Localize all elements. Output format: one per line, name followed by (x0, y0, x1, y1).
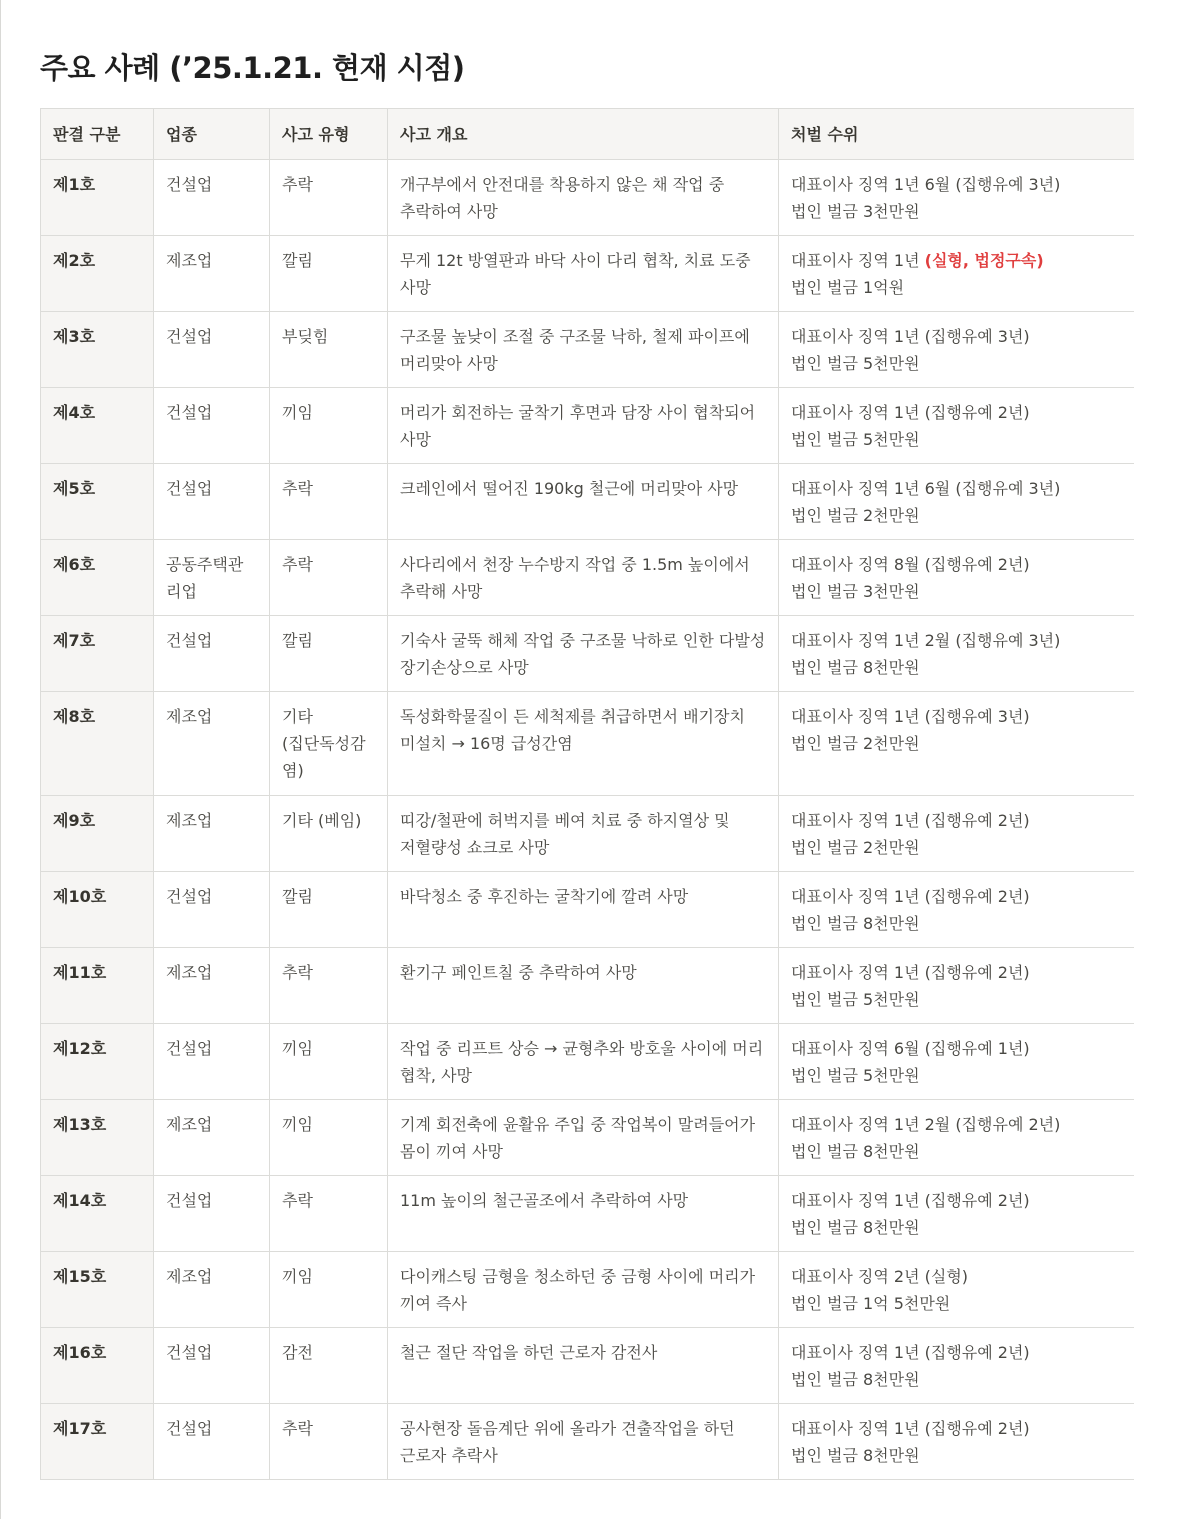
cell-summary: 기숙사 굴뚝 해체 작업 중 구조물 낙하로 인한 다발성 장기손상으로 사망 (388, 616, 779, 692)
cell-case: 제4호 (41, 388, 154, 464)
cell-industry: 건설업 (154, 160, 270, 236)
cell-type: 추락 (270, 948, 388, 1024)
cell-case: 제9호 (41, 796, 154, 872)
cell-case: 제7호 (41, 616, 154, 692)
cell-industry: 건설업 (154, 1176, 270, 1252)
penalty-representative-text: 대표이사 징역 1년 (집행유예 2년) (791, 1419, 1030, 1438)
header-penalty: 처벌 수위 (779, 109, 1135, 160)
cell-summary: 사다리에서 천장 누수방지 작업 중 1.5m 높이에서 추락해 사망 (388, 540, 779, 616)
cell-summary: 띠강/철판에 허벅지를 베여 치료 중 하지열상 및 저혈량성 쇼크로 사망 (388, 796, 779, 872)
cell-penalty (779, 1176, 1135, 1252)
penalty-representative-text: 대표이사 징역 1년 (791, 251, 920, 270)
penalty-line-corporation: 법인 벌금 5천만원 (791, 990, 920, 1009)
cell-case: 제13호 (41, 1100, 154, 1176)
table-row (41, 796, 1135, 872)
cell-penalty (779, 692, 1135, 796)
penalty-line-representative (791, 1339, 1122, 1366)
cell-industry: 건설업 (154, 872, 270, 948)
penalty-line-corporation: 법인 벌금 8천만원 (791, 1370, 920, 1389)
cell-summary: 구조물 높낮이 조절 중 구조물 낙하, 철제 파이프에 머리맞아 사망 (388, 312, 779, 388)
cell-industry: 건설업 (154, 1328, 270, 1404)
cell-case: 제3호 (41, 312, 154, 388)
table-row (41, 464, 1135, 540)
cell-summary: 다이캐스팅 금형을 청소하던 중 금형 사이에 머리가 끼여 즉사 (388, 1252, 779, 1328)
penalty-line-corporation: 법인 벌금 8천만원 (791, 658, 920, 677)
cell-type: 끼임 (270, 1100, 388, 1176)
penalty-line-corporation: 법인 벌금 1억원 (791, 278, 905, 297)
cell-case: 제5호 (41, 464, 154, 540)
cell-industry: 건설업 (154, 464, 270, 540)
cell-type: 추락 (270, 1176, 388, 1252)
penalty-representative-text: 대표이사 징역 1년 (집행유예 3년) (791, 327, 1030, 346)
header-summary: 사고 개요 (388, 109, 779, 160)
header-industry: 업종 (154, 109, 270, 160)
cell-summary: 머리가 회전하는 굴착기 후면과 담장 사이 협착되어 사망 (388, 388, 779, 464)
cell-type: 깔림 (270, 872, 388, 948)
penalty-representative-text: 대표이사 징역 1년 (집행유예 2년) (791, 963, 1030, 982)
cell-industry: 건설업 (154, 1024, 270, 1100)
cell-summary: 작업 중 리프트 상승 → 균형추와 방호울 사이에 머리 협착, 사망 (388, 1024, 779, 1100)
page-left-border (0, 0, 1, 1519)
penalty-representative-text: 대표이사 징역 1년 (집행유예 2년) (791, 403, 1030, 422)
table-row (41, 872, 1135, 948)
table-row (41, 388, 1135, 464)
cell-type: 깔림 (270, 236, 388, 312)
penalty-emphasis: (실형, 법정구속) (924, 251, 1044, 270)
penalty-line-representative (791, 247, 1122, 274)
cell-type: 부딪힘 (270, 312, 388, 388)
cell-summary: 환기구 페인트칠 중 추락하여 사망 (388, 948, 779, 1024)
cell-type: 추락 (270, 1404, 388, 1480)
cell-case: 제1호 (41, 160, 154, 236)
cell-industry: 공동주택관리업 (154, 540, 270, 616)
cell-penalty (779, 616, 1135, 692)
cases-table (40, 108, 1134, 1480)
penalty-line-corporation: 법인 벌금 1억 5천만원 (791, 1294, 951, 1313)
cell-industry: 제조업 (154, 796, 270, 872)
cell-type: 감전 (270, 1328, 388, 1404)
cell-case: 제14호 (41, 1176, 154, 1252)
cell-type: 끼임 (270, 388, 388, 464)
table-row (41, 1404, 1135, 1480)
cell-type: 기타 (베임) (270, 796, 388, 872)
penalty-representative-text: 대표이사 징역 1년 6월 (집행유예 3년) (791, 175, 1061, 194)
table-row (41, 312, 1135, 388)
page-title: 주요 사례 (’25.1.21. 현재 시점) (40, 51, 465, 85)
cell-industry: 건설업 (154, 616, 270, 692)
cell-type: 깔림 (270, 616, 388, 692)
cell-industry: 제조업 (154, 1100, 270, 1176)
cell-summary: 11m 높이의 철근골조에서 추락하여 사망 (388, 1176, 779, 1252)
penalty-representative-text: 대표이사 징역 1년 6월 (집행유예 3년) (791, 479, 1061, 498)
penalty-line-corporation: 법인 벌금 2천만원 (791, 838, 920, 857)
penalty-line-corporation: 법인 벌금 2천만원 (791, 734, 920, 753)
penalty-line-corporation: 법인 벌금 3천만원 (791, 202, 920, 221)
penalty-line-representative (791, 1035, 1122, 1062)
cell-case: 제8호 (41, 692, 154, 796)
penalty-line-corporation: 법인 벌금 5천만원 (791, 354, 920, 373)
cell-penalty (779, 540, 1135, 616)
table-row (41, 948, 1135, 1024)
penalty-line-corporation: 법인 벌금 8천만원 (791, 1218, 920, 1237)
cell-type: 끼임 (270, 1024, 388, 1100)
cell-case: 제11호 (41, 948, 154, 1024)
cell-summary: 철근 절단 작업을 하던 근로자 감전사 (388, 1328, 779, 1404)
penalty-representative-text: 대표이사 징역 1년 (집행유예 3년) (791, 707, 1030, 726)
cell-penalty (779, 160, 1135, 236)
cell-summary: 바닥청소 중 후진하는 굴착기에 깔려 사망 (388, 872, 779, 948)
cell-penalty (779, 948, 1135, 1024)
table-row (41, 1176, 1135, 1252)
cell-case: 제15호 (41, 1252, 154, 1328)
penalty-line-representative (791, 323, 1122, 350)
penalty-line-corporation: 법인 벌금 8천만원 (791, 1142, 920, 1161)
penalty-line-corporation: 법인 벌금 2천만원 (791, 506, 920, 525)
cell-penalty (779, 872, 1135, 948)
table-row (41, 236, 1135, 312)
cell-industry: 건설업 (154, 312, 270, 388)
cell-penalty (779, 796, 1135, 872)
cell-penalty (779, 1328, 1135, 1404)
cell-summary: 무게 12t 방열판과 바닥 사이 다리 협착, 치료 도중 사망 (388, 236, 779, 312)
penalty-line-representative (791, 1415, 1122, 1442)
cell-industry: 제조업 (154, 1252, 270, 1328)
table-row (41, 1252, 1135, 1328)
header-row (41, 109, 1135, 160)
penalty-line-representative (791, 959, 1122, 986)
penalty-representative-text: 대표이사 징역 1년 (집행유예 2년) (791, 811, 1030, 830)
penalty-representative-text: 대표이사 징역 1년 (집행유예 2년) (791, 887, 1030, 906)
penalty-line-representative (791, 883, 1122, 910)
cell-case: 제10호 (41, 872, 154, 948)
table-body (41, 160, 1135, 1480)
cell-summary: 크레인에서 떨어진 190kg 철근에 머리맞아 사망 (388, 464, 779, 540)
penalty-representative-text: 대표이사 징역 2년 (실형) (791, 1267, 969, 1286)
table-row (41, 616, 1135, 692)
cell-case: 제17호 (41, 1404, 154, 1480)
header-case: 판결 구분 (41, 109, 154, 160)
cell-industry: 건설업 (154, 1404, 270, 1480)
penalty-representative-text: 대표이사 징역 1년 (집행유예 2년) (791, 1191, 1030, 1210)
cell-industry: 제조업 (154, 692, 270, 796)
penalty-line-representative (791, 1187, 1122, 1214)
cell-case: 제16호 (41, 1328, 154, 1404)
cell-penalty (779, 1100, 1135, 1176)
cell-penalty (779, 388, 1135, 464)
table-row (41, 692, 1135, 796)
cell-industry: 제조업 (154, 236, 270, 312)
cell-penalty (779, 1404, 1135, 1480)
penalty-line-corporation: 법인 벌금 3천만원 (791, 582, 920, 601)
penalty-representative-text: 대표이사 징역 8월 (집행유예 2년) (791, 555, 1030, 574)
cell-case: 제2호 (41, 236, 154, 312)
cell-penalty (779, 312, 1135, 388)
penalty-line-corporation: 법인 벌금 8천만원 (791, 1446, 920, 1465)
penalty-line-corporation: 법인 벌금 8천만원 (791, 914, 920, 933)
cell-summary: 개구부에서 안전대를 착용하지 않은 채 작업 중 추락하여 사망 (388, 160, 779, 236)
cell-summary: 기계 회전축에 윤활유 주입 중 작업복이 말려들어가 몸이 끼여 사망 (388, 1100, 779, 1176)
penalty-line-corporation: 법인 벌금 5천만원 (791, 430, 920, 449)
penalty-line-representative (791, 1263, 1122, 1290)
cell-summary: 공사현장 돌음계단 위에 올라가 견출작업을 하던 근로자 추락사 (388, 1404, 779, 1480)
table-row (41, 540, 1135, 616)
penalty-representative-text: 대표이사 징역 1년 2월 (집행유예 3년) (791, 631, 1061, 650)
penalty-line-representative (791, 703, 1122, 730)
table-header (41, 109, 1135, 160)
penalty-representative-text: 대표이사 징역 1년 2월 (집행유예 2년) (791, 1115, 1061, 1134)
penalty-line-corporation: 법인 벌금 5천만원 (791, 1066, 920, 1085)
cell-case: 제12호 (41, 1024, 154, 1100)
penalty-representative-text: 대표이사 징역 6월 (집행유예 1년) (791, 1039, 1030, 1058)
table-row (41, 160, 1135, 236)
cell-penalty (779, 1252, 1135, 1328)
cell-penalty (779, 236, 1135, 312)
penalty-line-representative (791, 1111, 1122, 1138)
cell-type: 끼임 (270, 1252, 388, 1328)
penalty-line-representative (791, 627, 1122, 654)
penalty-line-representative (791, 171, 1122, 198)
cell-type: 추락 (270, 160, 388, 236)
table-row (41, 1100, 1135, 1176)
cell-industry: 건설업 (154, 388, 270, 464)
penalty-line-representative (791, 551, 1122, 578)
cell-type: 추락 (270, 464, 388, 540)
cell-case: 제6호 (41, 540, 154, 616)
cases-table-container (40, 108, 1134, 1486)
penalty-representative-text: 대표이사 징역 1년 (집행유예 2년) (791, 1343, 1030, 1362)
penalty-line-representative (791, 399, 1122, 426)
header-type: 사고 유형 (270, 109, 388, 160)
table-row (41, 1024, 1135, 1100)
penalty-line-representative (791, 807, 1122, 834)
cell-industry: 제조업 (154, 948, 270, 1024)
cell-penalty (779, 464, 1135, 540)
penalty-line-representative (791, 475, 1122, 502)
cell-type: 추락 (270, 540, 388, 616)
table-row (41, 1328, 1135, 1404)
cell-type: 기타 (집단독성감염) (270, 692, 388, 796)
cell-penalty (779, 1024, 1135, 1100)
cell-summary: 독성화학물질이 든 세척제를 취급하면서 배기장치 미설치 → 16명 급성간염 (388, 692, 779, 796)
